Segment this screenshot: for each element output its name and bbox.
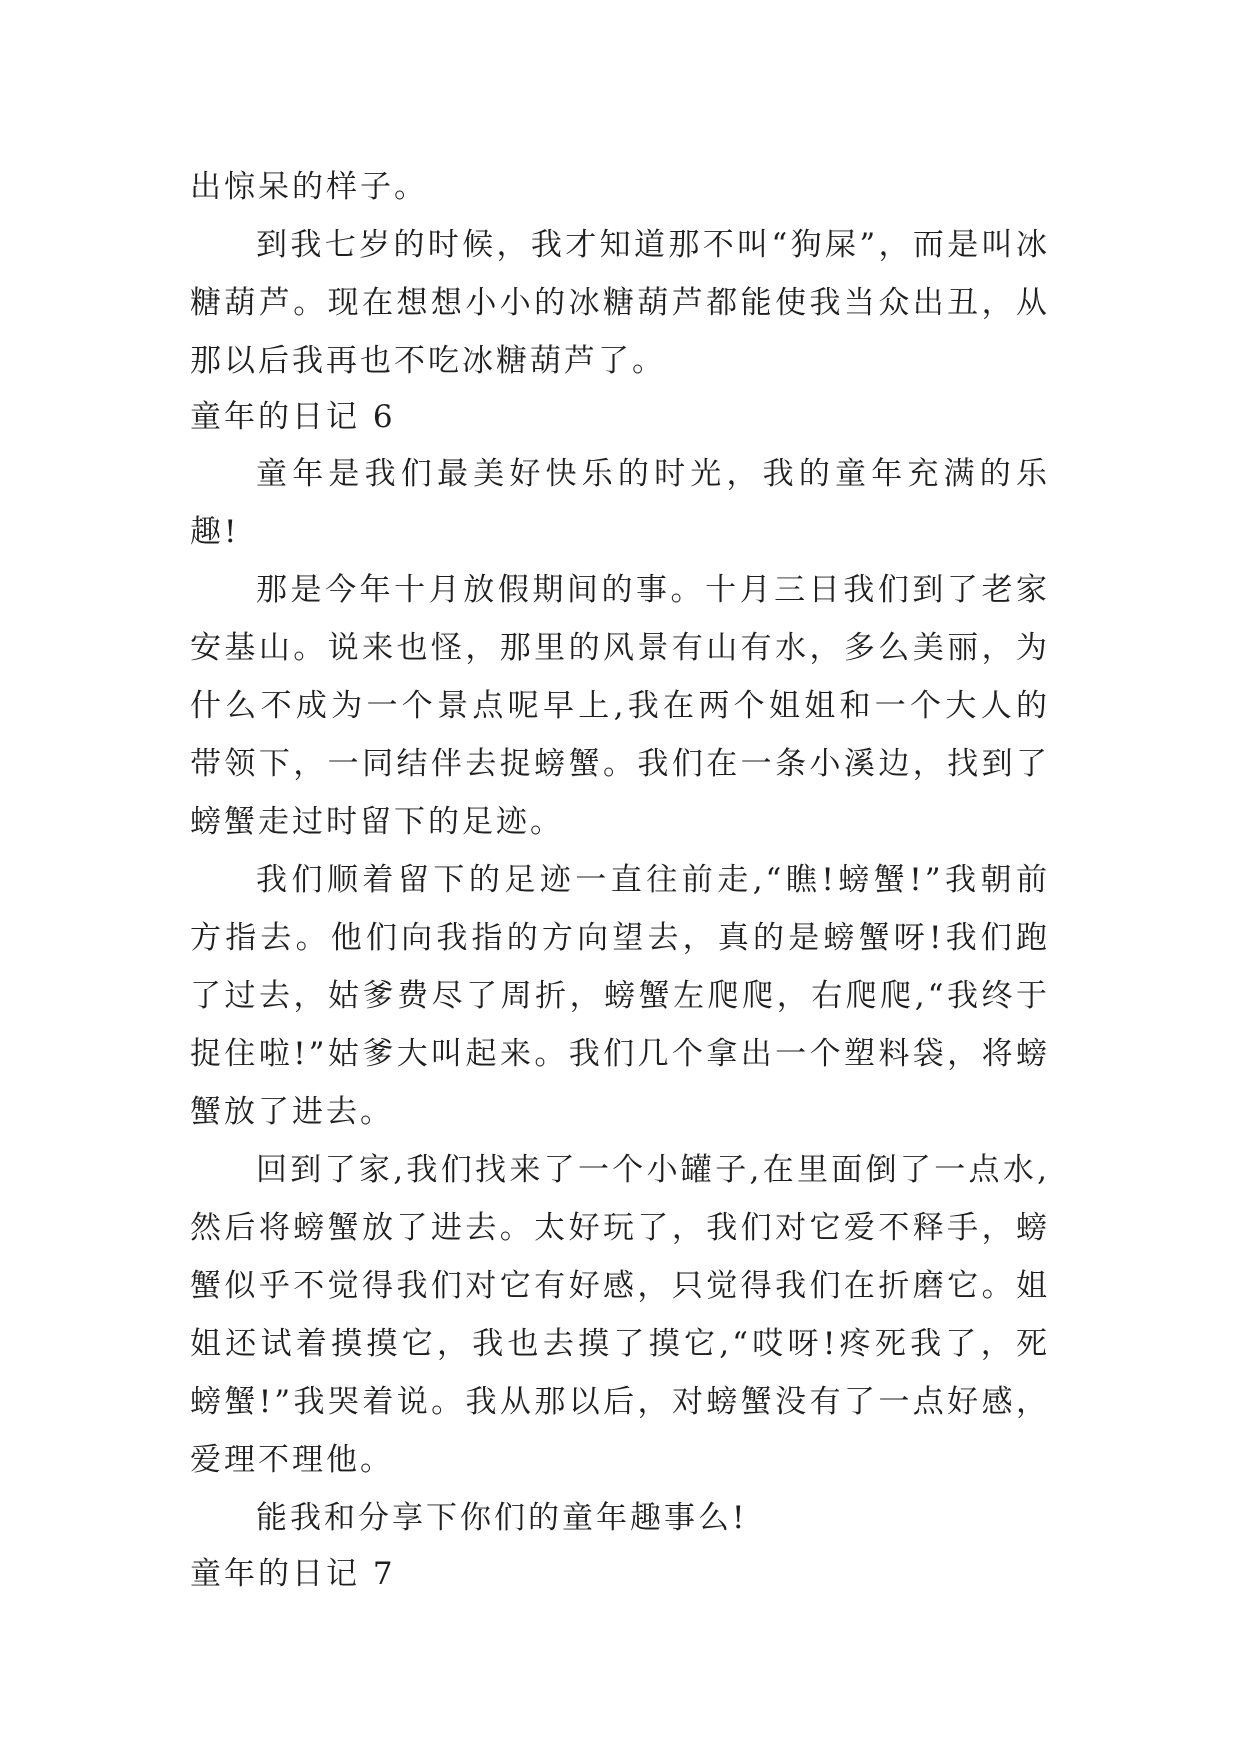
paragraph: 能我和分享下你们的童年趣事么! [256,1500,748,1536]
section-heading: 童年的日记 7 [190,1556,396,1592]
paragraph: 童年是我们最美好快乐的时光，我的童年充满的乐趣! [190,456,1050,550]
paragraph: 回到了家,我们找来了一个小罐子,在里面倒了一点水,然后将螃蟹放了进去。太好玩了，我们对它爱不释手，螃蟹似乎不觉得我们对它有好感，只觉得我们在折磨它。姐姐还试着摸摸它，我也去摸了摸它,“哎呀!疼死我了，死螃蟹!”我哭着说。我从那以后，对螃蟹没有了一点好感，爱理不理他。 [190,1152,1050,1478]
section-heading: 童年的日记 6 [190,399,396,435]
document-body [190,158,1050,1602]
paragraph: 到我七岁的时候，我才知道那不叫“狗屎”，而是叫冰糖葫芦。现在想想小小的冰糖葫芦都能使我当众出丑，从那以后我再也不吃冰糖葫芦了。 [190,227,1050,379]
paragraph: 出惊呆的样子。 [190,169,428,205]
paragraph: 那是今年十月放假期间的事。十月三日我们到了老家安基山。说来也怪，那里的风景有山有水，多么美丽，为什么不成为一个景点呢早上,我在两个姐姐和一个大人的带领下，一同结伴去捉螃蟹。我们在一条小溪边，找到了螃蟹走过时留下的足迹。 [190,572,1050,840]
paragraph: 我们顺着留下的足迹一直往前走,“瞧!螃蟹!”我朝前方指去。他们向我指的方向望去，真的是螃蟹呀!我们跑了过去，姑爹费尽了周折，螃蟹左爬爬，右爬爬,“我终于捉住啦!”姑爹大叫起来。我们几个拿出一个塑料袋，将螃蟹放了进去。 [190,862,1050,1130]
